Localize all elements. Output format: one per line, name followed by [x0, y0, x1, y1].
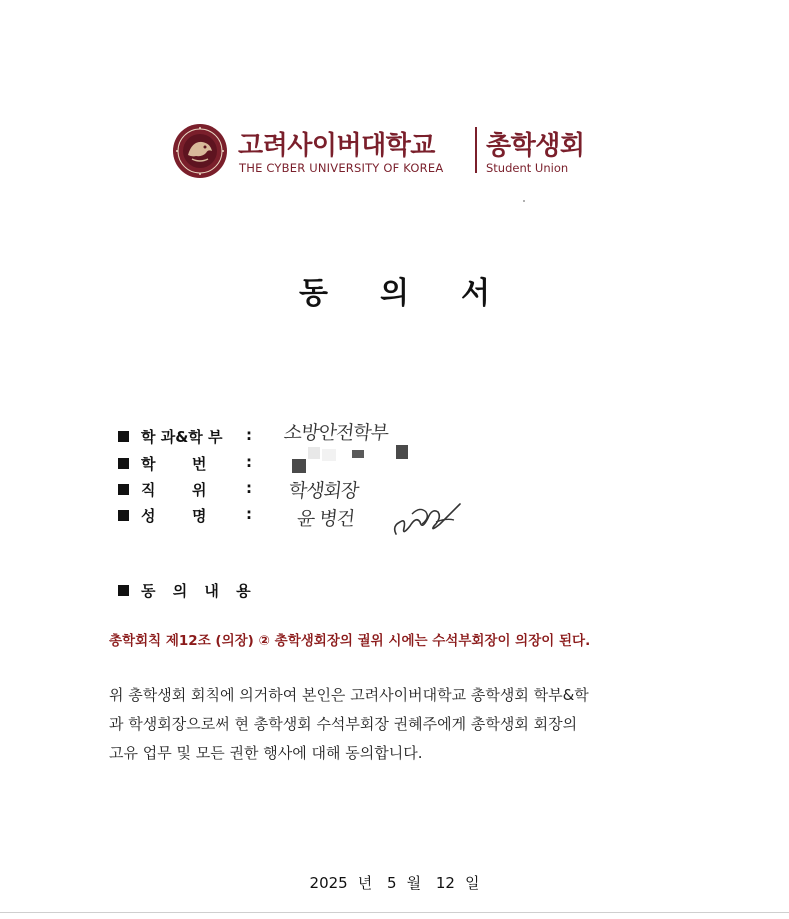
redacted-block — [308, 447, 320, 459]
redacted-block — [396, 445, 408, 459]
handwritten-position: 학생회장 — [287, 480, 360, 502]
handwritten-department: 소방안전학부 — [282, 422, 390, 444]
info-row-name — [118, 505, 251, 525]
bullet-square-icon — [118, 585, 129, 596]
info-colon: : — [246, 453, 252, 471]
info-label: 성 명 — [141, 507, 207, 525]
redacted-block — [292, 459, 306, 473]
body-line: 고유 업무 및 모든 권한 행사에 대해 동의합니다. — [109, 744, 423, 762]
info-label: 학 과&학 부 — [141, 428, 223, 446]
body-line: 위 총학생회 회칙에 의거하여 본인은 고려사이버대학교 총학생회 학부&학 — [109, 686, 589, 704]
page-bottom-edge — [0, 912, 789, 913]
signing-date — [0, 872, 789, 893]
date-day-unit: 일 — [464, 874, 480, 892]
date-month: 5 — [387, 874, 397, 892]
date-month-unit: 월 — [406, 874, 422, 892]
bullet-square-icon — [118, 458, 129, 469]
info-colon: : — [246, 505, 252, 523]
info-row-department — [118, 426, 251, 446]
date-day: 12 — [435, 874, 455, 892]
section-heading — [118, 580, 257, 601]
bullet-square-icon — [118, 484, 129, 495]
logo-divider — [475, 127, 477, 173]
bylaw-clause: 총학회칙 제12조 (의장) ② 총학생회장의 궐위 시에는 수석부회장이 의장이 된다. — [109, 633, 591, 649]
bullet-square-icon — [118, 510, 129, 521]
section-heading-text: 동 의 내 용 — [141, 582, 257, 600]
redacted-block — [322, 449, 336, 461]
info-colon: : — [246, 426, 252, 444]
info-colon: : — [246, 479, 252, 497]
bullet-square-icon — [118, 431, 129, 442]
university-name-en: THE CYBER UNIVERSITY OF KOREA — [239, 161, 444, 175]
student-union-name-en: Student Union — [486, 161, 569, 175]
signature-icon — [390, 496, 464, 540]
student-union-name-ko: 총학생회 — [486, 131, 585, 161]
speck — [523, 200, 525, 202]
document-title: 동의서 — [299, 276, 542, 311]
info-label: 학 번 — [141, 455, 207, 473]
info-row-position — [118, 479, 251, 499]
info-label: 직 위 — [141, 481, 207, 499]
date-year: 2025 — [309, 874, 348, 892]
redacted-block — [352, 450, 364, 458]
body-line: 과 학생회장으로써 현 총학생회 수석부회장 권혜주에게 총학생회 회장의 — [109, 715, 578, 733]
consent-body — [109, 681, 709, 768]
university-seal-icon — [172, 123, 228, 179]
university-name-ko: 고려사이버대학교 — [238, 131, 435, 161]
date-year-unit: 년 — [357, 874, 373, 892]
handwritten-name: 윤 병건 — [295, 508, 356, 530]
info-row-student-id — [118, 453, 251, 473]
header-logo — [172, 121, 612, 179]
